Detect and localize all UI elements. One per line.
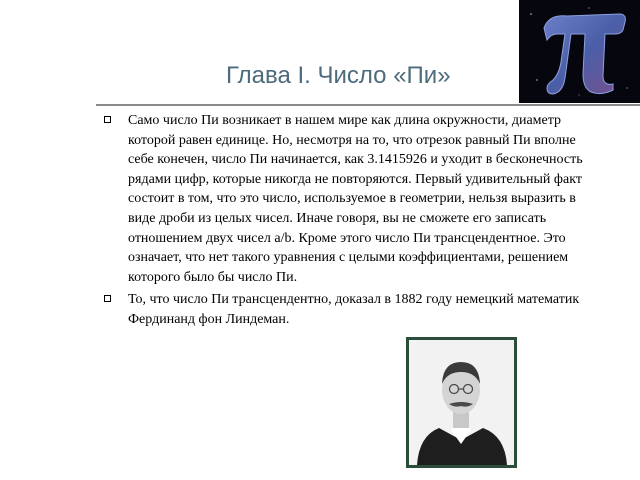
pi-symbol-icon [519,0,640,103]
square-bullet-icon [104,116,111,123]
bullet-item [104,290,604,329]
bullet-text: То, что число Пи трансцендентно, доказал в 1882 году немецкий математик Фердинанд фон Линдеман. [128,292,580,327]
square-bullet-icon [104,295,111,302]
pi-symbol-image [519,0,640,103]
portrait-image [406,337,517,468]
title-divider [96,104,640,106]
bullet-list [104,111,604,330]
bullet-item [104,111,604,287]
portrait-figure-icon [409,340,514,465]
bullet-text: Само число Пи возникает в нашем мире как длина окружности, диаметр которой равен единице. Но, несмотря на то, что отрезок равный Пи вполне себе конечен, число Пи начинается, как 3.1415926 и уходит в бесконечность рядами цифр, которые никогда не повторяются. Первый удивительный факт состоит в том, что это число, используемое в геометрии, нельзя выразить в виде дроби из целых чисел. Иначе говоря, вы не сможете его записать отношением двух чисел a/b. Кроме этого число Пи трансцендентное. Это означает, что нет такого уравнения с целыми коэффициентами, решением которого было бы число Пи. [128,113,583,285]
slide-title: Глава I. Число «Пи» [226,62,451,89]
